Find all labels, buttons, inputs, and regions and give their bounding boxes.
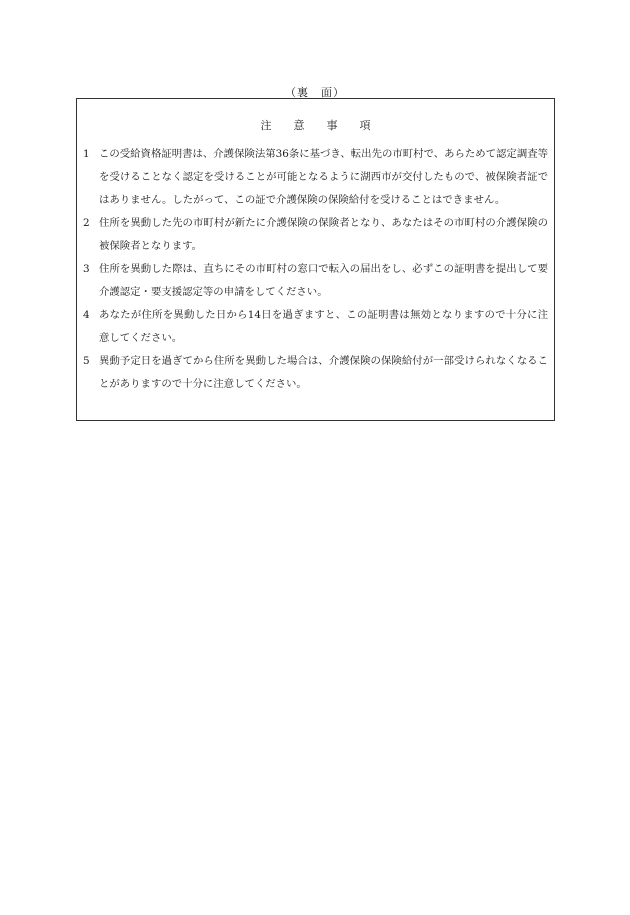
notice-item-number: 3: [83, 263, 90, 275]
notice-item-text: 住所を異動した際は、直ちにその市町村の窓口で転入の届出をし、必ずこの証明書を提出して要介護認定・要支援認定等の申請をしてください。: [99, 263, 548, 298]
notice-item-text: 住所を異動した先の市町村が新たに介護保険の保険者となり、あなたはその市町村の介護保険の被保険者となります。: [99, 217, 548, 252]
notice-item-2: [83, 212, 548, 258]
page-side-label: （裏 面）: [285, 86, 345, 99]
notice-list: [83, 143, 548, 396]
notice-item-1: [83, 143, 548, 212]
notice-item-number: 1: [83, 148, 90, 160]
notice-box: [76, 98, 555, 421]
notice-title: 注意事項: [260, 119, 393, 132]
notice-item-text: この受給資格証明書は、介護保険法第36条に基づき、転出先の市町村で、あらためて認定調査等を受けることなく認定を受けることが可能となるように湖西市が交付したもので、被保険者証ではありません。したがって、この証で介護保険の保険給付を受けることはできません。: [99, 148, 548, 206]
notice-item-text: 異動予定日を過ぎてから住所を異動した場合は、介護保険の保険給付が一部受けられなくなることがありますので十分に注意してください。: [99, 355, 548, 390]
notice-item-4: [83, 304, 548, 350]
notice-item-5: [83, 350, 548, 396]
notice-item-text: あなたが住所を異動した日から14日を過ぎますと、この証明書は無効となりますので十分に注意してください。: [99, 309, 548, 344]
notice-item-number: 2: [83, 217, 90, 229]
notice-item-3: [83, 258, 548, 304]
notice-item-number: 4: [83, 309, 90, 321]
notice-item-number: 5: [83, 355, 90, 367]
